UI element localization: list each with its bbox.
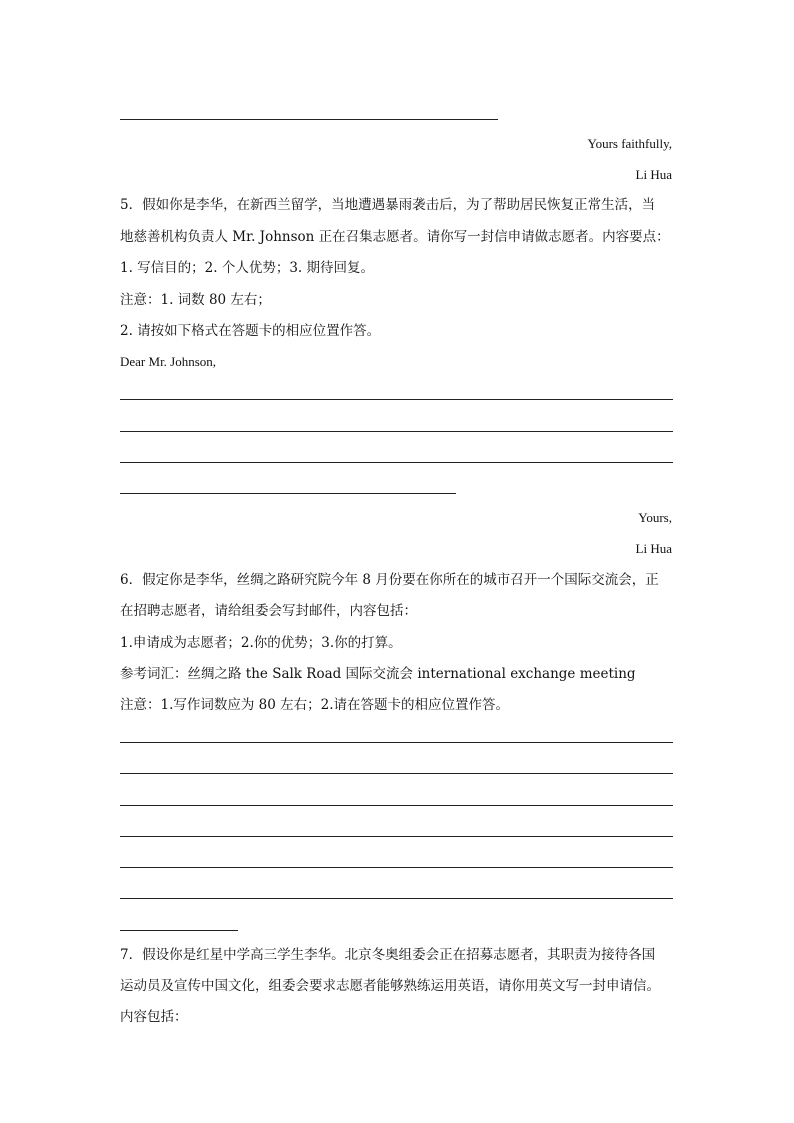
question-7-text: 7．假设你是红星中学高三学生李华。北京冬奥组委会正在招募志愿者，其职责为接待各国 [120,947,656,963]
answer-line [120,805,673,806]
answer-line [120,930,238,931]
signature: Li Hua [635,541,672,556]
question-7-text: 内容包括： [120,1009,188,1025]
answer-line [120,836,673,837]
question-6-text: 6．假定你是李华，丝绸之路研究院今年 8 月份要在你所在的城市召开一个国际交流会，正 [120,572,659,588]
signature: Li Hua [635,167,672,182]
answer-line [120,431,673,432]
answer-line [120,493,456,494]
question-6-vocabulary: 参考词汇：丝绸之路 the Salk Road 国际交流会 international exchange meeting [120,666,636,682]
question-5-points: 1. 写信目的；2. 个人优势；3. 期待回复。 [120,260,375,276]
question-7-text: 运动员及宣传中国文化，组委会要求志愿者能够熟练运用英语，请你用英文写一封申请信。 [120,978,660,994]
answer-line [120,898,673,899]
question-5-text: 地慈善机构负责人 Mr. Johnson 正在召集志愿者。请你写一封信申请做志愿者。内容要点： [120,229,670,245]
question-6-text: 在招聘志愿者，请给组委会写封邮件，内容包括： [120,603,417,619]
question-5-note: 注意：1. 词数 80 左右； [120,292,271,308]
answer-line [120,119,498,120]
closing: Yours faithfully, [587,136,672,151]
closing: Yours, [638,510,672,525]
answer-line [120,399,673,400]
answer-line [120,867,673,868]
answer-line [120,742,673,743]
question-6-points: 1.申请成为志愿者；2.你的优势；3.你的打算。 [120,635,402,651]
question-5-text: 5．假如你是李华，在新西兰留学，当地遭遇暴雨袭击后，为了帮助居民恢复正常生活，当 [120,197,656,213]
question-6-note: 注意：1.写作词数应为 80 左右；2.请在答题卡的相应位置作答。 [120,697,510,713]
question-5-note: 2. 请按如下格式在答题卡的相应位置作答。 [120,323,381,339]
answer-line [120,462,673,463]
answer-line [120,773,673,774]
salutation: Dear Mr. Johnson, [120,354,217,369]
